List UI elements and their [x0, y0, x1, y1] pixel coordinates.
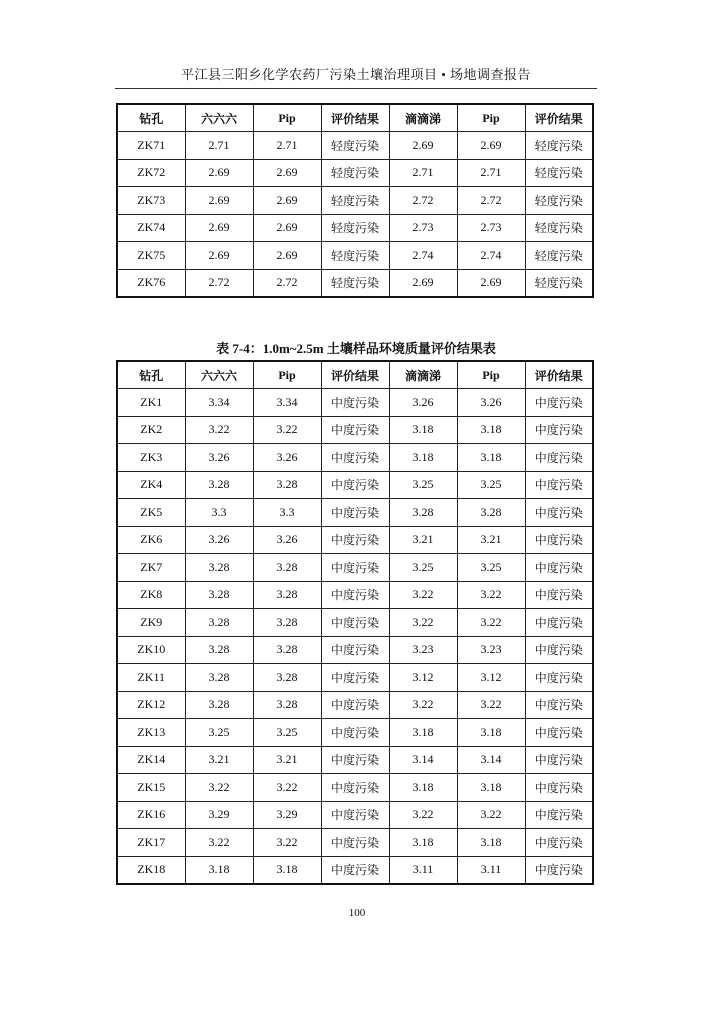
table-cell: 3.18	[253, 856, 321, 884]
table-cell: 2.71	[389, 159, 457, 187]
table-cell: 轻度污染	[321, 269, 389, 297]
table-cell: 3.22	[185, 416, 253, 444]
table-cell: 3.22	[457, 581, 525, 609]
table-cell: 2.72	[457, 187, 525, 215]
table-cell: 中度污染	[525, 719, 593, 747]
table-cell: 3.18	[457, 829, 525, 857]
table-cell: 中度污染	[525, 829, 593, 857]
table-cell: 2.69	[185, 159, 253, 187]
table-cell: 3.28	[185, 471, 253, 499]
table-row	[117, 609, 593, 637]
table-cell: 中度污染	[321, 746, 389, 774]
table-cell: 3.21	[457, 526, 525, 554]
table-cell: 3.18	[389, 416, 457, 444]
table-cell: 轻度污染	[525, 242, 593, 270]
table-row	[117, 829, 593, 857]
table-cell: 2.71	[253, 132, 321, 160]
table-cell: 中度污染	[321, 609, 389, 637]
table-cell: 3.26	[457, 389, 525, 417]
table-cell: 中度污染	[321, 416, 389, 444]
table-cell: 中度污染	[321, 664, 389, 692]
table-cell: ZK16	[117, 801, 185, 829]
table-cell: ZK4	[117, 471, 185, 499]
column-header: 钻孔	[117, 104, 185, 132]
page-number: 100	[348, 907, 366, 919]
table-cell: 3.28	[253, 609, 321, 637]
table-cell: 3.18	[457, 719, 525, 747]
table-cell: 3.28	[185, 554, 253, 582]
table-row	[117, 499, 593, 527]
table-cell: 2.71	[457, 159, 525, 187]
table-cell: 3.23	[389, 636, 457, 664]
table-cell: 2.72	[185, 269, 253, 297]
table-row	[117, 526, 593, 554]
table-cell: 中度污染	[525, 554, 593, 582]
table-cell: 中度污染	[525, 774, 593, 802]
table-cell: 3.29	[253, 801, 321, 829]
table-row	[117, 856, 593, 884]
table-cell: 中度污染	[321, 581, 389, 609]
table-cell: ZK1	[117, 389, 185, 417]
table-cell: 中度污染	[525, 444, 593, 472]
table-cell: 3.22	[253, 774, 321, 802]
table-cell: 2.74	[457, 242, 525, 270]
column-header: Pip	[253, 104, 321, 132]
running-header: 平江县三阳乡化学农药厂污染土壤治理项目 • 场地调查报告	[180, 67, 532, 82]
table-cell: 轻度污染	[525, 132, 593, 160]
table-row	[117, 691, 593, 719]
table-cell: 2.69	[457, 132, 525, 160]
table-cell: 3.22	[185, 774, 253, 802]
table-cell: 轻度污染	[321, 187, 389, 215]
table-caption: 表 7-4：1.0m~2.5m 土壤样品环境质量评价结果表	[216, 341, 496, 356]
table-cell: 3.28	[457, 499, 525, 527]
table-cell: 中度污染	[321, 389, 389, 417]
table-1m-2-5m-results	[116, 360, 594, 885]
table-cell: 3.28	[253, 636, 321, 664]
table-cell: ZK12	[117, 691, 185, 719]
table-cell: ZK9	[117, 609, 185, 637]
table-cell: ZK17	[117, 829, 185, 857]
table-cell: ZK18	[117, 856, 185, 884]
table-cell: ZK14	[117, 746, 185, 774]
column-header: Pip	[253, 361, 321, 389]
table-cell: 3.14	[389, 746, 457, 774]
column-header: 评价结果	[321, 361, 389, 389]
table-cell: 中度污染	[321, 526, 389, 554]
table-cell: 3.12	[389, 664, 457, 692]
table-cell: 2.72	[389, 187, 457, 215]
table-cell: ZK8	[117, 581, 185, 609]
table-cell: 中度污染	[525, 416, 593, 444]
table-cell: ZK72	[117, 159, 185, 187]
table-row	[117, 242, 593, 270]
table-cell: ZK13	[117, 719, 185, 747]
table-cell: 3.28	[253, 554, 321, 582]
table-cell: ZK15	[117, 774, 185, 802]
column-header: 评价结果	[321, 104, 389, 132]
table-cell: 3.26	[185, 526, 253, 554]
table-cell: 轻度污染	[525, 269, 593, 297]
table-cell: 3.18	[457, 416, 525, 444]
table-cell: 3.22	[457, 691, 525, 719]
table-cell: 轻度污染	[321, 159, 389, 187]
table-cell: 轻度污染	[525, 159, 593, 187]
table-cell: 3.11	[457, 856, 525, 884]
column-header: 评价结果	[525, 104, 593, 132]
table-row	[117, 581, 593, 609]
table-row	[117, 746, 593, 774]
table-cell: 2.69	[185, 187, 253, 215]
table-cell: 2.69	[253, 242, 321, 270]
table-cell: 3.22	[389, 581, 457, 609]
table-cell: 2.69	[253, 159, 321, 187]
table-cell: 3.28	[253, 664, 321, 692]
table-row	[117, 801, 593, 829]
table-cell: 3.14	[457, 746, 525, 774]
table-cell: 轻度污染	[525, 214, 593, 242]
column-header: 六六六	[185, 104, 253, 132]
table-row	[117, 719, 593, 747]
table-cell: 3.22	[185, 829, 253, 857]
table-cell: 3.22	[457, 801, 525, 829]
table-cell: 3.26	[253, 526, 321, 554]
table-cell: 2.69	[253, 187, 321, 215]
column-header: Pip	[457, 104, 525, 132]
table-row	[117, 214, 593, 242]
table-cell: 3.11	[389, 856, 457, 884]
table-cell: 2.74	[389, 242, 457, 270]
table-cell: 2.73	[457, 214, 525, 242]
table-cell: 3.18	[389, 829, 457, 857]
table-cell: 3.18	[389, 774, 457, 802]
table-cell: 3.34	[253, 389, 321, 417]
table-cell: 3.18	[457, 774, 525, 802]
table-cell: 3.22	[389, 801, 457, 829]
table-row	[117, 636, 593, 664]
table-row	[117, 389, 593, 417]
table-cell: 中度污染	[321, 719, 389, 747]
table-row	[117, 471, 593, 499]
table-cell: ZK71	[117, 132, 185, 160]
table-row	[117, 664, 593, 692]
table-cell: 中度污染	[525, 471, 593, 499]
table-cell: 3.21	[389, 526, 457, 554]
table-cell: 3.25	[457, 471, 525, 499]
table-cell: 3.28	[253, 691, 321, 719]
table-cell: 3.28	[185, 609, 253, 637]
table-cell: 3.25	[185, 719, 253, 747]
column-header: 滴滴涕	[389, 361, 457, 389]
table-cell: 中度污染	[321, 774, 389, 802]
table-cell: 3.28	[185, 581, 253, 609]
table-cell: 中度污染	[321, 471, 389, 499]
table-cell: 3.28	[389, 499, 457, 527]
column-header: Pip	[457, 361, 525, 389]
table-row	[117, 269, 593, 297]
table-cell: ZK75	[117, 242, 185, 270]
table-cell: 2.73	[389, 214, 457, 242]
table-cell: 3.25	[389, 471, 457, 499]
table-cell: 2.72	[253, 269, 321, 297]
table-cell: 轻度污染	[321, 132, 389, 160]
table-cell: 中度污染	[525, 856, 593, 884]
table-cell: ZK5	[117, 499, 185, 527]
table-cell: 3.22	[253, 416, 321, 444]
table-cell: 3.12	[457, 664, 525, 692]
table-cell: 3.21	[253, 746, 321, 774]
table-cell: 中度污染	[525, 801, 593, 829]
table-cell: 中度污染	[525, 664, 593, 692]
table-cell: 2.69	[389, 269, 457, 297]
table-row	[117, 132, 593, 160]
table-cell: ZK10	[117, 636, 185, 664]
table-cell: 3.26	[185, 444, 253, 472]
table-cell: 中度污染	[321, 444, 389, 472]
column-header: 六六六	[185, 361, 253, 389]
table-cell: 3.18	[389, 444, 457, 472]
table-cell: 中度污染	[321, 829, 389, 857]
table-cell: 3.22	[457, 609, 525, 637]
table-cell: 中度污染	[525, 526, 593, 554]
table-cell: ZK7	[117, 554, 185, 582]
table-cell: 轻度污染	[321, 214, 389, 242]
table-cell: 中度污染	[321, 636, 389, 664]
table-row	[117, 187, 593, 215]
table-row	[117, 554, 593, 582]
table-cell: 中度污染	[525, 609, 593, 637]
header-rule	[115, 88, 597, 89]
table-cell: 中度污染	[525, 636, 593, 664]
table-cell: 3.25	[253, 719, 321, 747]
table-header-row	[117, 104, 593, 132]
table-cell: ZK74	[117, 214, 185, 242]
table-cell: 2.69	[185, 214, 253, 242]
table-cell: ZK3	[117, 444, 185, 472]
table-cell: 中度污染	[321, 801, 389, 829]
table-cell: 2.69	[185, 242, 253, 270]
table-cell: 3.3	[253, 499, 321, 527]
table-row	[117, 159, 593, 187]
table-cell: 2.69	[457, 269, 525, 297]
column-header: 钻孔	[117, 361, 185, 389]
table-cell: 3.28	[253, 471, 321, 499]
table-cell: 中度污染	[525, 581, 593, 609]
table-cell: 3.29	[185, 801, 253, 829]
table-cell: 轻度污染	[525, 187, 593, 215]
table-cell: 3.22	[389, 691, 457, 719]
table-cell: 中度污染	[525, 746, 593, 774]
table-cell: 3.28	[185, 664, 253, 692]
table-cell: 3.25	[389, 554, 457, 582]
table-cell: 2.69	[253, 214, 321, 242]
table-row	[117, 774, 593, 802]
table-cell: 3.28	[185, 636, 253, 664]
table-cell: 中度污染	[321, 691, 389, 719]
table-cell: 3.22	[253, 829, 321, 857]
table-cell: 3.18	[457, 444, 525, 472]
table-row	[117, 416, 593, 444]
table-row	[117, 444, 593, 472]
column-header: 滴滴涕	[389, 104, 457, 132]
table-cell: 2.71	[185, 132, 253, 160]
table-cell: ZK11	[117, 664, 185, 692]
table-cell: 中度污染	[321, 554, 389, 582]
table-cell: 3.23	[457, 636, 525, 664]
table-cell: 中度污染	[321, 856, 389, 884]
table-cell: 轻度污染	[321, 242, 389, 270]
table-cell: 3.34	[185, 389, 253, 417]
table-cell: 3.28	[253, 581, 321, 609]
table-cell: 3.26	[253, 444, 321, 472]
table-header-row	[117, 361, 593, 389]
table-cell: 2.69	[389, 132, 457, 160]
table-cell: ZK76	[117, 269, 185, 297]
table-cell: 3.3	[185, 499, 253, 527]
table-cell: ZK6	[117, 526, 185, 554]
table-shallow-results	[116, 103, 594, 298]
column-header: 评价结果	[525, 361, 593, 389]
table-cell: 3.25	[457, 554, 525, 582]
table-cell: 中度污染	[525, 691, 593, 719]
table-cell: 3.26	[389, 389, 457, 417]
table-cell: 3.28	[185, 691, 253, 719]
table-cell: 3.21	[185, 746, 253, 774]
table-cell: 中度污染	[321, 499, 389, 527]
table-cell: 3.18	[389, 719, 457, 747]
table-cell: 中度污染	[525, 499, 593, 527]
table-cell: ZK73	[117, 187, 185, 215]
table-cell: ZK2	[117, 416, 185, 444]
table-cell: 3.22	[389, 609, 457, 637]
table-cell: 3.18	[185, 856, 253, 884]
table-cell: 中度污染	[525, 389, 593, 417]
